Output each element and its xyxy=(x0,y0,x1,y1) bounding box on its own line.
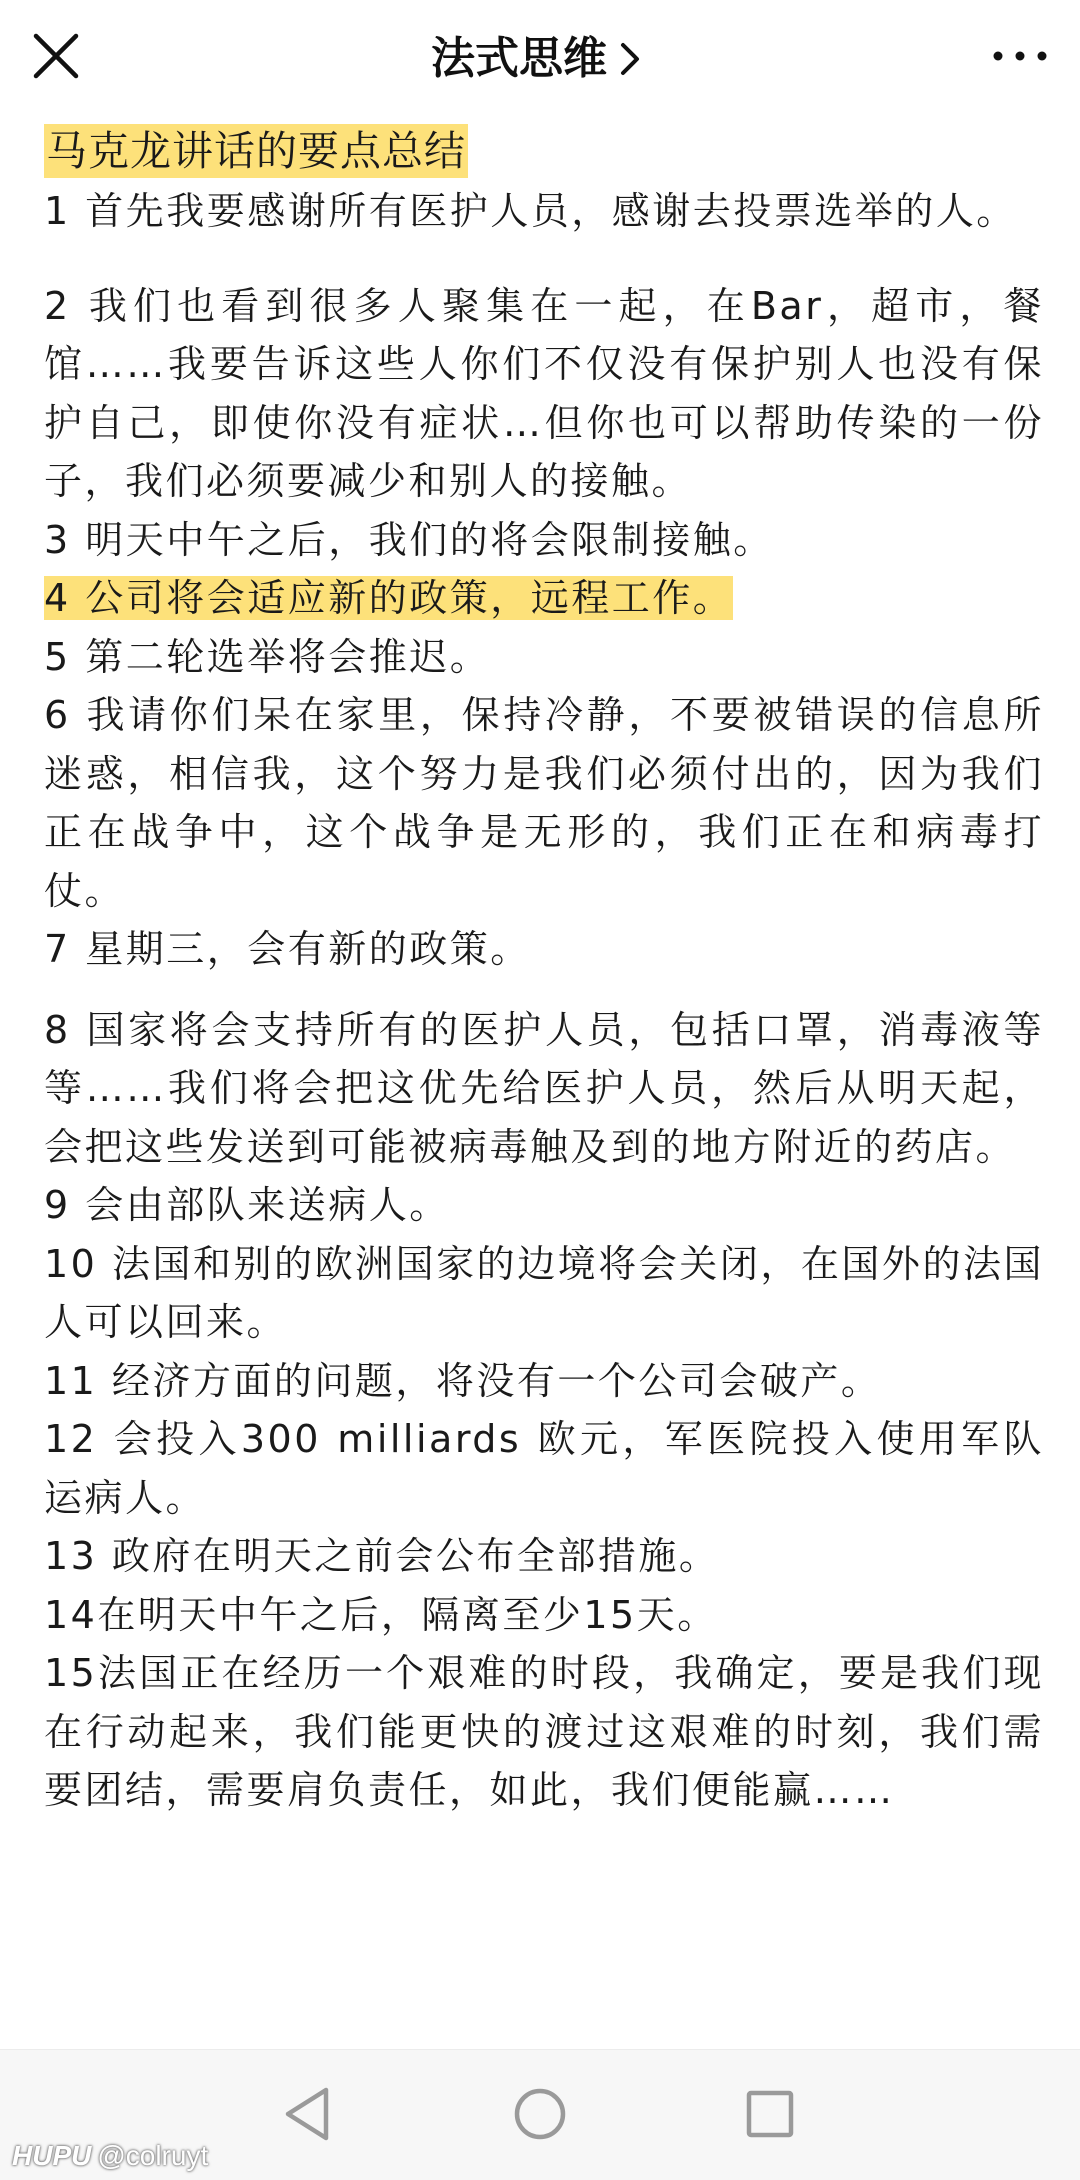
back-triangle-icon xyxy=(270,2074,350,2154)
point-14: 14在明天中午之后，隔离至少15天。 xyxy=(44,1592,718,1637)
recent-apps-button[interactable] xyxy=(730,2074,810,2154)
back-button[interactable] xyxy=(270,2074,350,2154)
account-title: 法式思维 xyxy=(431,33,607,84)
point-11: 11 经济方面的问题，将没有一个公司会破产。 xyxy=(44,1358,882,1403)
point-13: 13 政府在明天之前会公布全部措施。 xyxy=(44,1534,720,1578)
point-2: 2 我们也看到很多人聚集在一起，在Bar，超市，餐馆……我要告诉这些人你们不仅没有保护别人也没有保护自己，即使你没有症状…但你也可以帮助传染的一份子，我们必须要减少和别人的接触。 xyxy=(44,283,1044,503)
article-heading: 马克龙讲话的要点总结 xyxy=(44,124,468,178)
point-6: 6 我请你们呆在家里，保持冷静，不要被错误的信息所迷惑，相信我，这个努力是我们必须付出的，因为我们正在战争中，这个战争是无形的，我们正在和病毒打仗。 xyxy=(44,693,1044,913)
point-1: 1 首先我要感谢所有医护人员，感谢去投票选举的人。 xyxy=(44,189,1017,233)
paragraph-gap xyxy=(44,979,1044,1001)
point-5: 5 第二轮选举将会推迟。 xyxy=(44,634,491,679)
watermark-brand: HUPU xyxy=(12,2140,92,2171)
recent-square-icon xyxy=(730,2074,810,2154)
top-bar xyxy=(0,0,1080,118)
point-15: 15法国正在经历一个艰难的时段，我确定，要是我们现在行动起来，我们能更快的渡过这艰难的时刻，我们需要团结，需要肩负责任，如此，我们便能赢…… xyxy=(44,1651,1044,1812)
more-options-button[interactable] xyxy=(990,34,1050,78)
chevron-right-icon xyxy=(613,39,649,79)
home-button[interactable] xyxy=(500,2074,580,2154)
more-dots-icon xyxy=(990,34,1050,78)
title-container xyxy=(0,26,1080,92)
account-title-link[interactable] xyxy=(431,26,649,92)
system-navigation-bar xyxy=(0,2049,1080,2180)
point-4-wrapper xyxy=(44,569,1044,628)
home-circle-icon xyxy=(500,2074,580,2154)
point-3: 3 明天中午之后，我们的将会限制接触。 xyxy=(44,517,774,562)
point-10: 10 法国和别的欧洲国家的边境将会关闭，在国外的法国人可以回来。 xyxy=(44,1241,1044,1344)
watermark-user: @colruyt xyxy=(97,2140,209,2171)
point-8: 8 国家将会支持所有的医护人员，包括口罩，消毒液等等……我们将会把这优先给医护人员，然后从明天起，会把这些发送到可能被病毒触及到的地方附近的药店。 xyxy=(44,1007,1044,1169)
point-4: 4 公司将会适应新的政策，远程工作。 xyxy=(44,576,734,620)
watermark xyxy=(12,2140,208,2172)
article-body xyxy=(44,124,1044,1820)
point-9: 9 会由部队来送病人。 xyxy=(44,1183,450,1227)
point-12: 12 会投入300 milliards 欧元，军医院投入使用军队运病人。 xyxy=(44,1417,1044,1520)
point-7: 7 星期三，会有新的政策。 xyxy=(44,927,531,971)
